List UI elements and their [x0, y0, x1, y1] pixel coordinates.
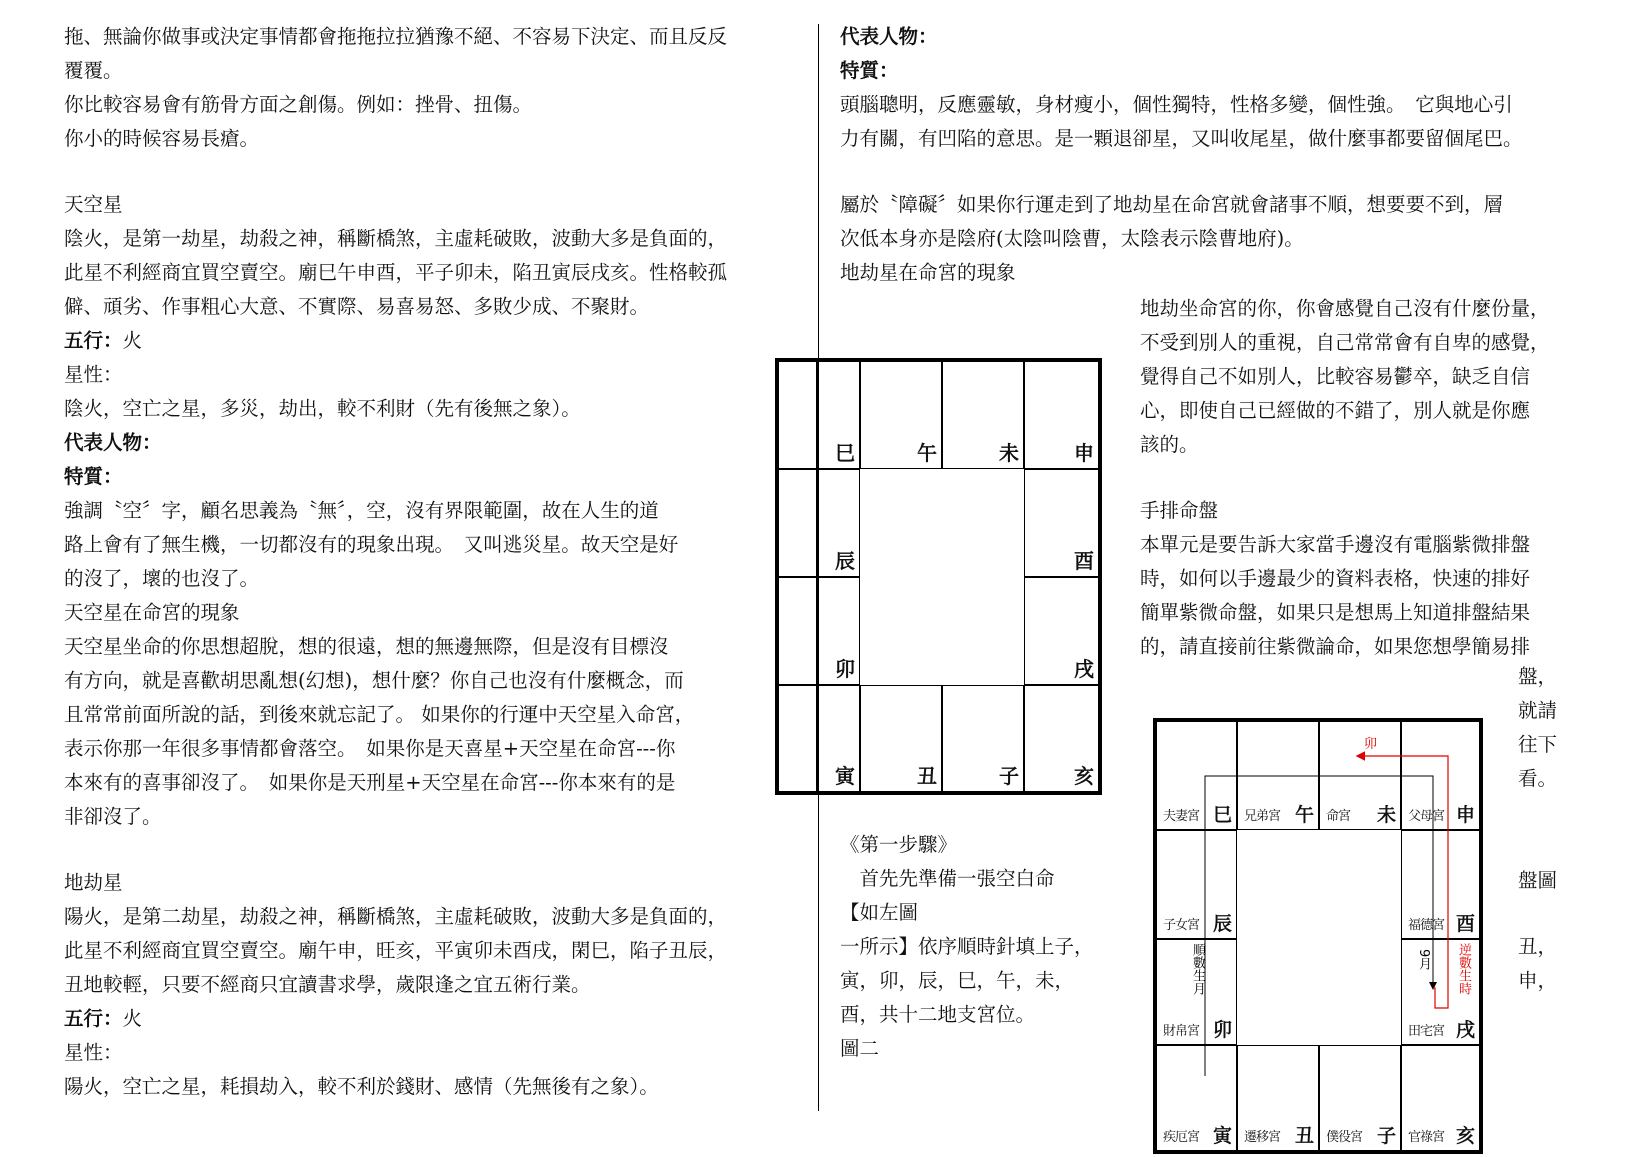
branch-label: 亥 — [1074, 764, 1094, 788]
text-line — [64, 156, 794, 188]
palace-name: 田宅宮 — [1408, 1024, 1445, 1039]
text-line: 的沒了，壞的也沒了。 — [64, 567, 260, 590]
text-line: 心，即使自己已經做的不錯了，別人就是你應 — [1140, 399, 1531, 422]
text-line: 你比較容易會有筋骨方面之創傷。例如：挫骨、扭傷。 — [64, 93, 533, 116]
nine-month-note: 9月 — [1416, 949, 1431, 971]
text-line: 陽火，是第二劫星，劫殺之神，稱斷橋煞，主虛耗破敗，波動大多是負面的， — [64, 905, 728, 928]
palace-name: 福德宮 — [1408, 918, 1445, 933]
text-line: 次低本身亦是陰府(太陰叫陰曹，太陰表示陰曹地府)。 — [840, 227, 1304, 250]
text-line: 天空星在命宮的現象 — [64, 601, 240, 624]
text-line: 酉，共十二地支宮位。 — [840, 1003, 1036, 1026]
text-line: 寅，卯，辰，巳，午，未， — [840, 969, 1075, 992]
branch-label: 申 — [1455, 804, 1475, 826]
branch-label: 巳 — [835, 441, 855, 465]
branch-label: 丑 — [917, 764, 937, 788]
branch-label: 酉 — [1074, 549, 1094, 573]
branch-cell — [778, 577, 860, 685]
text-line: 丑， — [1518, 935, 1558, 958]
branch-cell — [1024, 685, 1099, 792]
branch-cell — [1024, 361, 1099, 469]
text-line: 陰火，是第一劫星，劫殺之神，稱斷橋煞，主虛耗破敗，波動大多是負面的， — [64, 227, 728, 250]
branch-label: 午 — [917, 441, 937, 465]
text-line: 五行：火 — [64, 1007, 143, 1030]
step-one-text — [840, 828, 1130, 1066]
palace-name: 遷移宮 — [1244, 1130, 1281, 1145]
chart-inner-line — [816, 361, 818, 792]
text-line: 屬於〝障礙〞如果你行運走到了地劫星在命宮就會諸事不順，想要要不到，層 — [840, 193, 1504, 216]
branch-cell — [1024, 577, 1099, 685]
branch-label: 戌 — [1455, 1019, 1475, 1041]
right-narrow-text — [1518, 660, 1557, 796]
branch-label: 子 — [1376, 1125, 1396, 1147]
text-line: 該的。 — [1140, 433, 1199, 456]
text-line: 拖、無論你做事或決定事情都會拖拖拉拉猶豫不絕、不容易下決定、而且反反 — [64, 25, 728, 48]
branch-label: 酉 — [1455, 913, 1475, 935]
branch-label: 申 — [1074, 441, 1094, 465]
text-line: 且常常前面所說的話，到後來就忘記了。 如果你的行運中天空星入命宮， — [64, 703, 695, 726]
text-line: 時，如何以手邊最少的資料表格，快速的排好 — [1140, 567, 1531, 590]
branch-label: 戌 — [1074, 657, 1094, 681]
branch-label: 午 — [1294, 804, 1314, 826]
text-line — [840, 156, 1620, 188]
text-line — [64, 834, 794, 866]
text-line: 覺得自己不如別人，比較容易鬱卒，缺乏自信 — [1140, 365, 1531, 388]
shun-month-note: 順數生月 — [1190, 943, 1205, 995]
branch-label: 丑 — [1294, 1125, 1314, 1147]
text-line: 申， — [1518, 969, 1558, 992]
right-middle-text — [1140, 292, 1620, 664]
branch-cell — [778, 361, 860, 469]
text-line: 天空星 — [64, 193, 123, 216]
text-line: 代表人物： — [840, 25, 938, 48]
text-line: 特質： — [840, 59, 899, 82]
text-line: 看。 — [1518, 767, 1558, 790]
right-narrow-text-2 — [1518, 864, 1557, 998]
text-line: 盤， — [1518, 665, 1558, 688]
mao-note: 卯 — [1364, 737, 1378, 752]
branch-cell — [942, 685, 1024, 792]
text-line: 星性： — [64, 1041, 123, 1064]
branch-label: 辰 — [835, 549, 855, 573]
branch-cell — [860, 361, 942, 469]
ni-time-note: 逆數生時 — [1456, 943, 1471, 995]
text-line: 丑地較輕，只要不經商只宜讀書求學，歲限逢之宜五術行業。 — [64, 973, 591, 996]
text-line: 《第一步驟》 — [840, 833, 958, 856]
text-line: 代表人物： — [64, 431, 162, 454]
text-line: 首先先準備一張空白命 — [840, 867, 1055, 890]
palace-chart-arrows — [1153, 718, 1483, 1154]
text-line: 往下 — [1518, 733, 1558, 756]
text-line: 簡單紫微命盤，如果只是想馬上知道排盤結果 — [1140, 601, 1531, 624]
branch-label: 卯 — [1212, 1019, 1232, 1041]
palace-name: 僕役宮 — [1326, 1130, 1363, 1145]
branch-label: 亥 — [1455, 1125, 1475, 1147]
text-line: 地劫星 — [64, 871, 123, 894]
palace-name: 命宮 — [1326, 809, 1351, 824]
text-line: 陰火，空亡之星，多災，劫出，較不利財（先有後無之象）。 — [64, 397, 581, 420]
branch-label: 子 — [999, 764, 1019, 788]
branch-label: 寅 — [835, 764, 855, 788]
ni-time-line — [1358, 756, 1448, 1008]
text-line: 本來有的喜事卻沒了。 如果你是天刑星+天空星在命宮---你本來有的是 — [64, 771, 676, 794]
branch-label: 未 — [1376, 804, 1396, 826]
branch-label: 未 — [999, 441, 1019, 465]
text-line: 地劫坐命宮的你，你會感覺自己沒有什麼份量， — [1140, 297, 1550, 320]
element-value: 火 — [122, 1007, 143, 1030]
blank-branch-chart — [775, 358, 1102, 795]
element-value: 火 — [122, 329, 143, 352]
text-line: 表示你那一年很多事情都會落空。 如果你是天喜星+天空星在命宮---你 — [64, 737, 676, 760]
right-top-text — [840, 20, 1620, 290]
palace-chart — [1153, 718, 1483, 1154]
palace-name: 父母宮 — [1408, 809, 1445, 824]
text-line: 路上會有了無生機，一切都沒有的現象出現。 又叫逃災星。故天空是好 — [64, 533, 679, 556]
text-line: 地劫星在命宮的現象 — [840, 261, 1016, 284]
branch-cell — [942, 361, 1024, 469]
branch-label: 寅 — [1212, 1125, 1232, 1147]
branch-label: 卯 — [835, 657, 855, 681]
text-line: 僻、頑劣、作事粗心大意、不實際、易喜易怒、多敗少成、不聚財。 — [64, 295, 650, 318]
text-line: 此星不利經商宜買空賣空。廟巳午申酉，平子卯未，陷丑寅辰戌亥。性格較孤 — [64, 261, 728, 284]
text-line: 力有關，有凹陷的意思。是一顆退卻星，又叫收尾星，做什麼事都要留個尾巴。 — [840, 127, 1523, 150]
branch-cell — [860, 685, 942, 792]
left-text-column — [64, 20, 794, 1104]
text-line: 有方向，就是喜歡胡思亂想(幻想)，想什麼？你自己也沒有什麼概念，而 — [64, 669, 684, 692]
text-line: 本單元是要告訴大家當手邊沒有電腦紫微排盤 — [1140, 533, 1531, 556]
branch-cell — [778, 685, 860, 792]
text-line: 特質： — [64, 465, 123, 488]
branch-label: 巳 — [1212, 804, 1232, 826]
text-line: 不受到別人的重視，自己常常會有自卑的感覺， — [1140, 331, 1550, 354]
branch-cell — [778, 469, 860, 577]
text-line: 陽火，空亡之星，耗損劫入，較不利於錢財、感情（先無後有之象）。 — [64, 1075, 659, 1098]
palace-name: 夫妻宮 — [1163, 809, 1200, 824]
text-line: 手排命盤 — [1140, 499, 1219, 522]
text-line: 一所示】依序順時針填上子， — [840, 935, 1094, 958]
palace-name: 兄弟宮 — [1244, 809, 1281, 824]
text-line: 圖二 — [840, 1037, 880, 1060]
palace-name: 子女宮 — [1163, 918, 1200, 933]
text-line: 非卻沒了。 — [64, 805, 162, 828]
text-line: 天空星坐命的你思想超脫，想的很遠，想的無邊無際，但是沒有目標沒 — [64, 635, 669, 658]
text-line: 就請 — [1518, 699, 1558, 722]
text-line: 強調〝空〞字，顧名思義為〝無〞，空，沒有界限範圍，故在人生的道 — [64, 499, 659, 522]
shun-month-line — [1205, 776, 1433, 1076]
text-line: 【如左圖 — [840, 901, 919, 924]
palace-name: 疾厄宮 — [1163, 1130, 1200, 1145]
text-line: 頭腦聰明，反應靈敏，身材瘦小，個性獨特，性格多變，個性強。 它與地心引 — [840, 93, 1513, 116]
text-line: 你小的時候容易長瘡。 — [64, 127, 260, 150]
text-line: 覆覆。 — [64, 59, 123, 82]
branch-label: 辰 — [1212, 913, 1232, 935]
text-line: 五行：火 — [64, 329, 143, 352]
text-line: 盤圖 — [1518, 869, 1558, 892]
palace-name: 財帛宮 — [1163, 1024, 1200, 1039]
text-line — [1140, 462, 1620, 494]
branch-cell — [1024, 469, 1099, 577]
text-line — [1518, 898, 1557, 930]
text-line: 星性： — [64, 363, 123, 386]
text-line: 的，請直接前往紫微論命，如果您想學簡易排 — [1140, 635, 1531, 658]
palace-name: 官祿宮 — [1408, 1130, 1445, 1145]
text-line: 此星不利經商宜買空賣空。廟午申，旺亥，平寅卯未酉戌，閑巳，陷子丑辰， — [64, 939, 728, 962]
